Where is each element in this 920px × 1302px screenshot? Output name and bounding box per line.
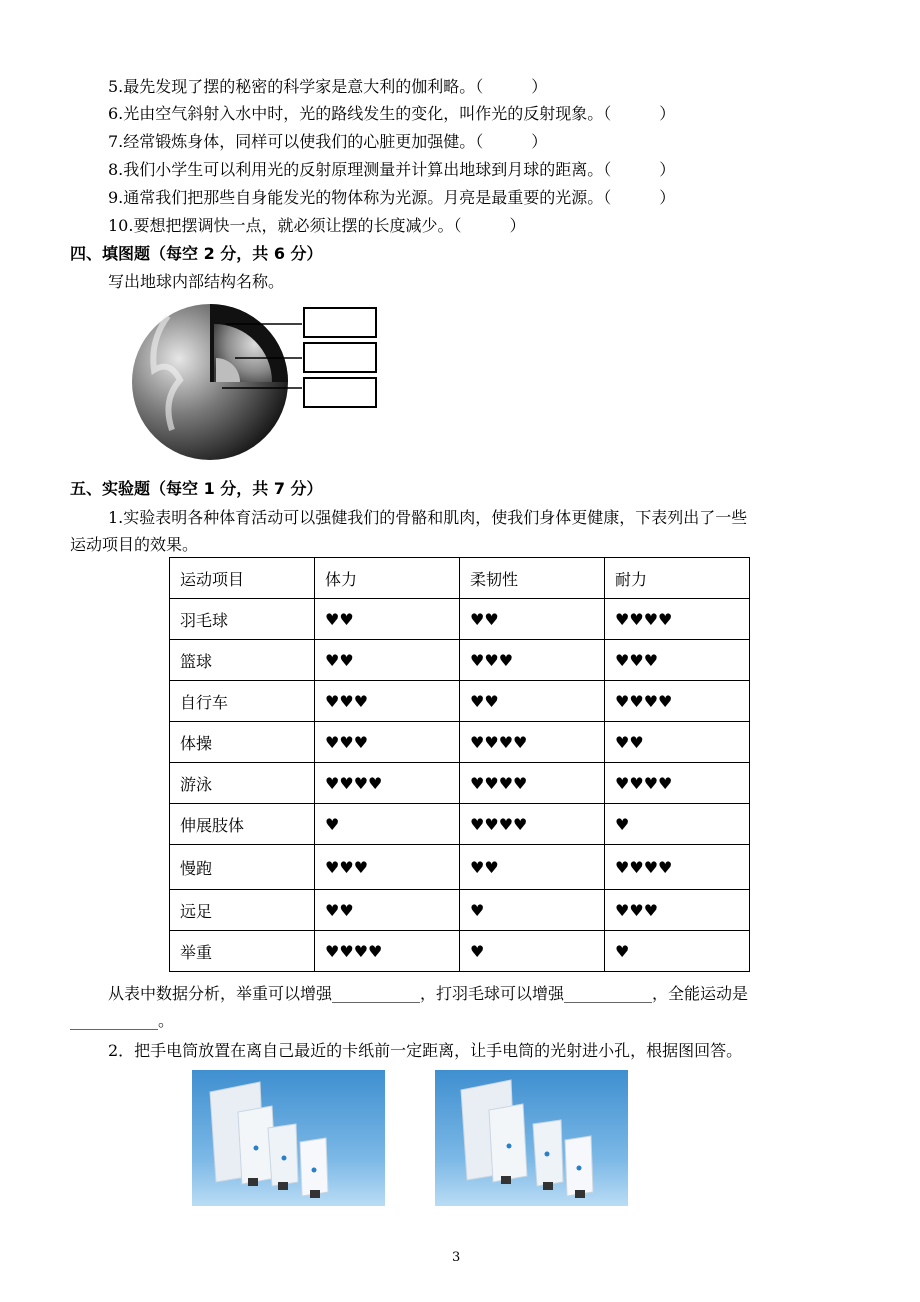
table-cell: 羽毛球 xyxy=(170,599,315,640)
table-cell: ♥♥♥♥ xyxy=(460,722,605,763)
table-row xyxy=(170,804,750,845)
table-row xyxy=(170,640,750,681)
table-row xyxy=(170,845,750,890)
q2-text: 2．把手电筒放置在离自己最近的卡纸前一定距离，让手电筒的光射进小孔，根据图回答。 xyxy=(108,1041,743,1060)
analysis-line1: 从表中数据分析，举重可以增强___________，打羽毛球可以增强___________，全能运动是 xyxy=(108,984,749,1003)
answer-box-mantle[interactable] xyxy=(303,342,377,373)
table-cell: ♥ xyxy=(605,931,750,972)
answer-box-crust[interactable] xyxy=(303,307,377,338)
judgement-item-6: 6.光由空气斜射入水中时，光的路线发生的变化，叫作光的反射现象。（ ） xyxy=(108,104,676,123)
table-cell: 远足 xyxy=(170,890,315,931)
header-cell: 运动项目 xyxy=(170,558,315,599)
judgement-item-9: 9.通常我们把那些自身能发光的物体称为光源。月亮是最重要的光源。（ ） xyxy=(108,188,676,207)
table-cell: ♥ xyxy=(315,804,460,845)
table-cell: 自行车 xyxy=(170,681,315,722)
table-row xyxy=(170,681,750,722)
section4-title: 四、填图题（每空 2 分，共 6 分） xyxy=(70,244,323,263)
table-cell: ♥ xyxy=(460,890,605,931)
header-cell: 耐力 xyxy=(605,558,750,599)
table-row xyxy=(170,722,750,763)
table-cell: 篮球 xyxy=(170,640,315,681)
table-row xyxy=(170,890,750,931)
earth-structure-diagram xyxy=(110,300,310,460)
table-cell: ♥♥♥ xyxy=(315,681,460,722)
table-cell: 举重 xyxy=(170,931,315,972)
table-cell: ♥♥ xyxy=(315,640,460,681)
header-cell: 体力 xyxy=(315,558,460,599)
table-cell: ♥♥♥♥ xyxy=(460,763,605,804)
header-cell: 柔韧性 xyxy=(460,558,605,599)
table-cell: ♥♥♥♥ xyxy=(605,763,750,804)
table-row xyxy=(170,931,750,972)
table-cell: ♥♥♥ xyxy=(315,845,460,890)
table-cell: ♥♥♥♥ xyxy=(605,681,750,722)
section5-title: 五、实验题（每空 1 分，共 7 分） xyxy=(70,479,323,498)
sports-effect-table xyxy=(169,557,750,972)
q1-line2: 运动项目的效果。 xyxy=(70,535,199,554)
table-cell: ♥♥ xyxy=(460,681,605,722)
judgement-item-7: 7.经常锻炼身体，同样可以使我们的心脏更加强健。（ ） xyxy=(108,132,548,151)
table-cell: ♥♥♥♥ xyxy=(460,804,605,845)
table-cell: ♥♥ xyxy=(460,845,605,890)
table-cell: ♥♥♥ xyxy=(605,640,750,681)
table-cell: ♥ xyxy=(605,804,750,845)
table-cell: ♥♥ xyxy=(315,599,460,640)
table-cell: ♥♥♥♥ xyxy=(315,931,460,972)
table-cell: ♥♥♥ xyxy=(605,890,750,931)
answer-box-core[interactable] xyxy=(303,377,377,408)
table-cell: ♥♥♥ xyxy=(460,640,605,681)
q1-line1: 1.实验表明各种体育活动可以强健我们的骨骼和肌肉，使我们身体更健康，下表列出了一些 xyxy=(108,508,748,527)
table-cell: 伸展肢体 xyxy=(170,804,315,845)
section4-prompt: 写出地球内部结构名称。 xyxy=(108,272,285,291)
analysis-line2: ___________。 xyxy=(70,1011,175,1030)
table-cell: ♥♥ xyxy=(315,890,460,931)
table-cell: 体操 xyxy=(170,722,315,763)
judgement-item-8: 8.我们小学生可以利用光的反射原理测量并计算出地球到月球的距离。（ ） xyxy=(108,160,676,179)
table-cell: ♥♥♥♥ xyxy=(605,845,750,890)
table-cell: 游泳 xyxy=(170,763,315,804)
table-cell: ♥ xyxy=(460,931,605,972)
table-row xyxy=(170,763,750,804)
card-experiment-photo-left xyxy=(192,1070,385,1206)
table-cell: ♥♥♥ xyxy=(315,722,460,763)
card-experiment-photo-right xyxy=(435,1070,628,1206)
judgement-item-10: 10.要想把摆调快一点，就必须让摆的长度减少。（ ） xyxy=(108,216,526,235)
table-cell: ♥♥ xyxy=(460,599,605,640)
table-cell: 慢跑 xyxy=(170,845,315,890)
table-row xyxy=(170,599,750,640)
table-header-row xyxy=(170,558,750,599)
table-cell: ♥♥♥♥ xyxy=(605,599,750,640)
judgement-item-5: 5.最先发现了摆的秘密的科学家是意大利的伽利略。（ ） xyxy=(108,77,548,96)
table-cell: ♥♥ xyxy=(605,722,750,763)
table-cell: ♥♥♥♥ xyxy=(315,763,460,804)
page-number: 3 xyxy=(452,1250,461,1265)
